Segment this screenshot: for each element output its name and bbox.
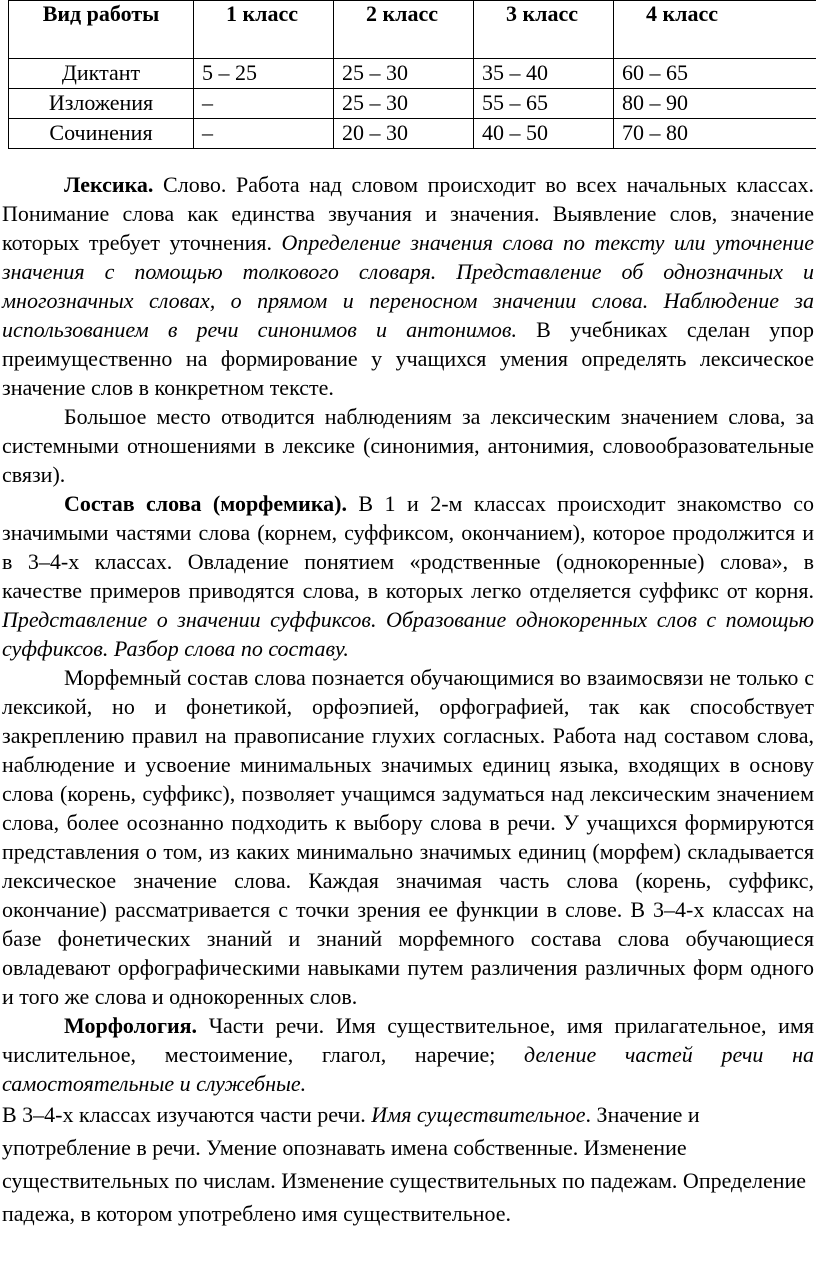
table-cell: 55 – 65	[474, 89, 614, 119]
text-span: В учебниках сделан упор преимущественно на формирование у учащихся умения определять лексическое значение слов в конкретном тексте.	[2, 317, 814, 400]
paragraph-morphemics-2	[2, 663, 814, 1011]
row-label: Сочинения	[9, 119, 194, 149]
paragraph-morphemics	[2, 489, 814, 663]
table-row	[9, 119, 816, 149]
text-span: . Значение и употребление в речи. Умение опознавать имена собственные. Изменение существительных по числам. Изменение существительных по падежам. Определение падежа, в котором употреблено имя существительное.	[2, 1102, 807, 1226]
header-grade-4: 4 класс	[614, 1, 816, 59]
header-grade-3: 3 класс	[474, 1, 614, 59]
italic-span: Представление о значении суффиксов. Образование однокоренных слов с помощью суффиксов. Разбор слова по составу.	[2, 607, 814, 661]
table-row	[9, 59, 816, 89]
table-cell: 35 – 40	[474, 59, 614, 89]
heading-morphemics: Состав слова (морфемика).	[64, 491, 347, 516]
text-span: В 3–4-х классах изучаются части речи.	[2, 1102, 372, 1127]
text-span: Морфемный состав слова познается обучающимися во взаимосвязи не только с лексикой, но и фонетикой, орфоэпией, орфографией, так как способствует закреплению правил на правописание глухих согласных. Работа над составом слова, наблюдение и усвоение минимальных значимых единиц языка, входящих в основу слова (корень, суффикс), позволяет учащимся задуматься над лексическим значением слова, более осознанно подходить к выбору слова в речи. У учащихся формируются представления о том, из каких минимально значимых единиц (морфем) складывается лексическое значение слова. Каждая значимая часть слова (корень, суффикс, окончание) рассматривается с точки зрения ее функции в слове. В 3–4-х классах на базе фонетических знаний и знаний морфемного состава слова обучающиеся овладевают орфографическими навыками путем различения различных форм одного и того же слова и однокоренных слов.	[2, 665, 814, 1009]
header-grade-1: 1 класс	[194, 1, 334, 59]
paragraph-morphology	[2, 1011, 814, 1098]
row-label: Диктант	[9, 59, 194, 89]
paragraph-noun	[2, 1098, 814, 1230]
header-grade-2: 2 класс	[334, 1, 474, 59]
heading-morphology: Морфология.	[64, 1013, 198, 1038]
italic-span: Определение значения слова по тексту или уточнение значения с помощью толкового словаря. Представление об однозначных и многозначных словах, о прямом и переносном значении слова. Наблюдение за использованием в речи синонимов и антонимов.	[2, 230, 814, 342]
text-span: В 1 и 2-м классах происходит знакомство со значимыми частями слова (корнем, суффиксом, окончанием), которое продолжится и в 3–4-х классах. Овладение понятием «родственные (однокоренные) слова», в качестве примеров приводятся слова, в которых легко отделяется суффикс от корня.	[2, 491, 814, 603]
table-cell: 25 – 30	[334, 59, 474, 89]
norms-table	[8, 0, 816, 149]
table-cell: 40 – 50	[474, 119, 614, 149]
text-span: Большое место отводится наблюдениям за лексическим значением слова, за системными отношениями в лексике (синонимия, антонимия, словообразовательные связи).	[2, 404, 814, 487]
table-row	[9, 89, 816, 119]
italic-span: Имя существительное	[371, 1102, 586, 1127]
table-cell: 20 – 30	[334, 119, 474, 149]
table-cell: 60 – 65	[614, 59, 816, 89]
table-cell: 80 – 90	[614, 89, 816, 119]
paragraph-lexicon	[2, 170, 814, 402]
table-cell: –	[194, 119, 334, 149]
table-cell: 25 – 30	[334, 89, 474, 119]
paragraph-lexicon-2	[2, 402, 814, 489]
heading-lexicon: Лексика.	[64, 172, 154, 197]
table-header-row	[9, 1, 816, 59]
table-cell: 5 – 25	[194, 59, 334, 89]
text-span: Слово. Работа над словом происходит во всех начальных классах. Понимание слова как единства звучания и значения. Выявление слов, значение которых требует уточнения.	[2, 172, 814, 255]
table-cell: –	[194, 89, 334, 119]
table-cell: 70 – 80	[614, 119, 816, 149]
document-body	[2, 170, 814, 1230]
header-work-type: Вид работы	[9, 1, 194, 59]
row-label: Изложения	[9, 89, 194, 119]
text-span: Части речи. Имя существительное, имя прилагательное, имя числительное, местоимение, глагол, наречие;	[2, 1013, 814, 1067]
italic-span: деление частей речи на самостоятельные и служебные.	[2, 1042, 814, 1096]
